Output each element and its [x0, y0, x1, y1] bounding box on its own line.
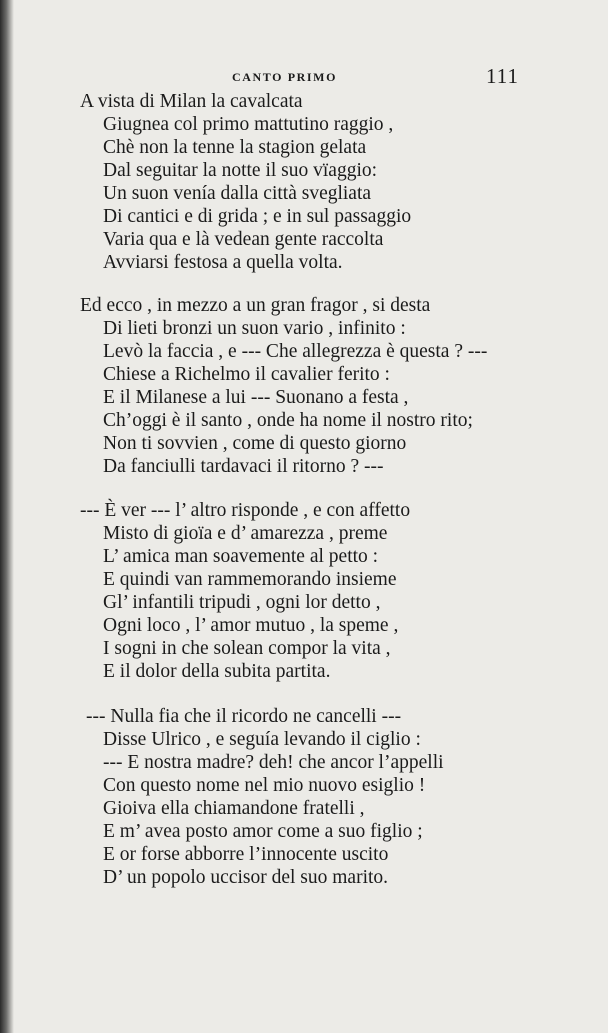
verse-line: Dal seguitar la notte il suo vïaggio: [103, 160, 378, 181]
verse-line: --- Nulla fia che il ricordo ne cancelli --- [86, 706, 402, 727]
verse-line: Giugnea col primo mattutino raggio , [103, 114, 394, 135]
verse-line: E il dolor della subita partita. [103, 661, 331, 682]
verse-line: Disse Ulrico , e seguía levando il ciglio : [103, 729, 421, 750]
verse-line: E quindi van rammemorando insieme [103, 569, 397, 590]
verse-line: Misto di gioïa e d’ amarezza , preme [103, 523, 388, 544]
verse-line: Da fanciulli tardavaci il ritorno ? --- [103, 456, 384, 477]
verse-line: Di lieti bronzi un suon vario , infinito : [103, 318, 406, 339]
verse-line: E il Milanese a lui --- Suonano a festa , [103, 387, 409, 408]
verse-line: Con questo nome nel mio nuovo esiglio ! [103, 775, 426, 796]
verse-line: --- E nostra madre? deh! che ancor l’appelli [103, 752, 444, 773]
verse-line: E m’ avea posto amor come a suo figlio ; [103, 821, 423, 842]
verse-line: Ch’oggi è il santo , onde ha nome il nostro rito; [103, 410, 473, 431]
verse-line: Ogni loco , l’ amor mutuo , la speme , [103, 615, 399, 636]
running-head: CANTO PRIMO [232, 70, 338, 84]
verse-line: Ed ecco , in mezzo a un gran fragor , si desta [80, 295, 431, 316]
verse-line: Gioiva ella chiamandone fratelli , [103, 798, 365, 819]
verse-line: Avviarsi festosa a quella volta. [103, 252, 343, 273]
page-edge-shadow [0, 0, 14, 1033]
verse-line: I sogni in che solean compor la vita , [103, 638, 391, 659]
verse-line: Gl’ infantili tripudi , ogni lor detto , [103, 592, 381, 613]
verse-line: Chiese a Richelmo il cavalier ferito : [103, 364, 390, 385]
page-number: 111 [486, 64, 519, 88]
verse-line: Di cantici e di grida ; e in sul passaggio [103, 206, 412, 227]
verse-line: Un suon venía dalla città svegliata [103, 183, 372, 204]
verse-line: D’ un popolo uccisor del suo marito. [103, 867, 389, 888]
verse-line: E or forse abborre l’innocente uscito [103, 844, 389, 865]
verse-line: Levò la faccia , e --- Che allegrezza è questa ? --- [103, 341, 488, 362]
verse-line: Non ti sovvien , come di questo giorno [103, 433, 407, 454]
verse-line: --- È ver --- l’ altro risponde , e con affetto [80, 500, 411, 521]
verse-line: L’ amica man soavemente al petto : [103, 546, 379, 567]
verse-line: Chè non la tenne la stagion gelata [103, 137, 367, 158]
verse-line: Varia qua e là vedean gente raccolta [103, 229, 384, 250]
verse-line: A vista di Milan la cavalcata [80, 91, 303, 112]
